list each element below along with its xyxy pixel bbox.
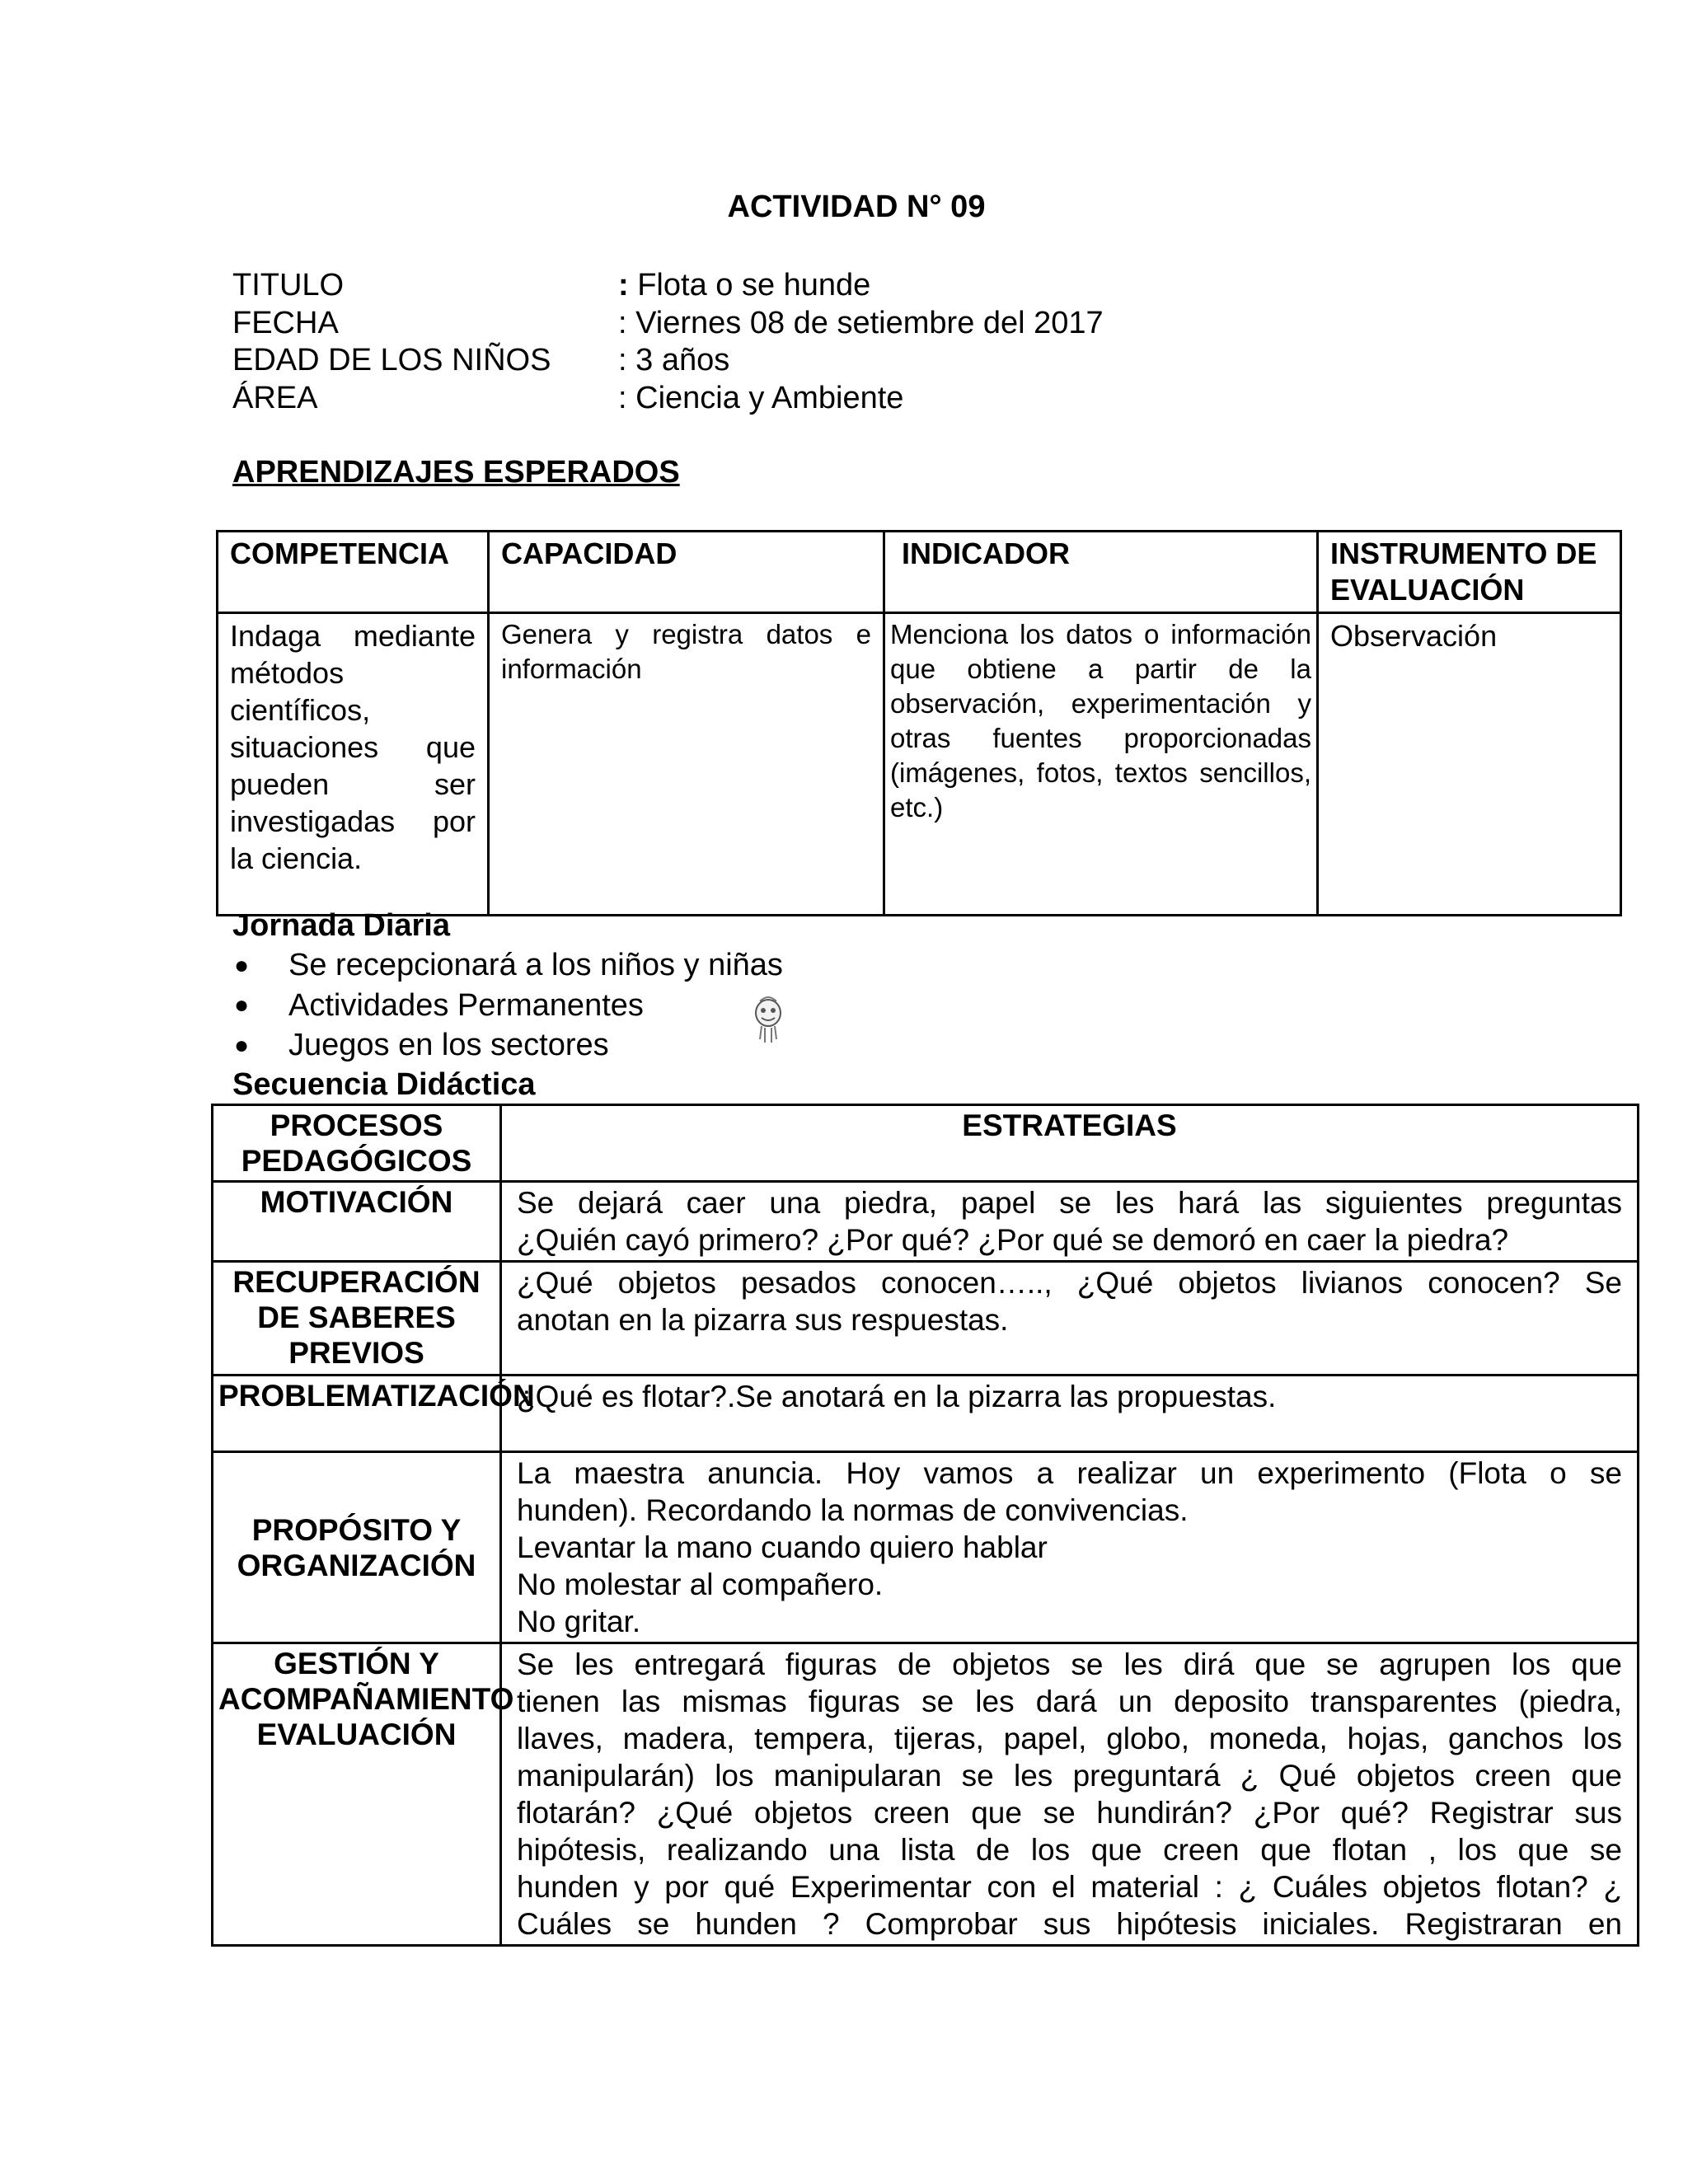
header-indicador: INDICADOR	[884, 532, 1318, 613]
secuencia-table	[211, 1104, 1639, 1947]
cell-instrumento: Observación	[1318, 613, 1621, 916]
bullet-icon: ●	[234, 991, 250, 1019]
header-instrumento: INSTRUMENTO DE EVALUACIÓN	[1318, 532, 1621, 613]
table-row	[213, 1262, 1639, 1376]
header-procesos: PROCESOS PEDAGÓGICOS	[213, 1105, 501, 1182]
table-row	[213, 1376, 1639, 1452]
header-estrategias: ESTRATEGIAS	[501, 1105, 1639, 1182]
process-label: GESTIÓN Y ACOMPAÑAMIENTO EVALUACIÓN	[213, 1643, 501, 1946]
cell-indicador: Menciona los datos o información que obtiene a partir de la observación, experimentación y otras fuentes proporcionadas (imágenes, fotos, textos sencillos, etc.)	[884, 613, 1318, 916]
meta-key: ÁREA	[232, 381, 318, 415]
meta-key: TITULO	[232, 268, 345, 302]
strategy-text: Se dejará caer una piedra, papel se les hará las siguientes preguntas ¿Quién cayó primero? ¿Por qué? ¿Por qué se demoró en caer la piedra?	[501, 1182, 1639, 1262]
meta-value: : 3 años	[618, 343, 730, 377]
table-row	[213, 1182, 1639, 1262]
secuencia-heading: Secuencia Didáctica	[232, 1067, 536, 1102]
jornada-list	[232, 946, 783, 1065]
cell-capacidad: Genera y registra datos e información	[489, 613, 884, 916]
table-row	[213, 1452, 1639, 1643]
jornada-heading: Jornada Diaria	[232, 908, 450, 943]
bullet-icon: ●	[234, 1032, 250, 1059]
list-item: ● Se recepcionará a los niños y niñas	[232, 946, 783, 985]
bullet-icon: ●	[234, 952, 250, 979]
meta-value: : Flota o se hunde	[618, 268, 871, 302]
strategy-text: ¿Qué es flotar?.Se anotará en la pizarra las propuestas.	[501, 1376, 1639, 1452]
table-row	[213, 1643, 1639, 1946]
list-item: ● Juegos en los sectores	[232, 1026, 783, 1065]
strategy-text: Se les entregará figuras de objetos se les dirá que se agrupen los que tienen las mismas figuras se les dará un deposito transparentes (piedra, llaves, madera, tempera, tijeras, papel, globo, moneda, hojas, ganchos los manipularán) los manipularan se les preguntará ¿ Qué objetos creen que flotarán? ¿Qué objetos creen que se hundirán? ¿Por qué? Registrar sus hipótesis, realizando una lista de los que creen que flotan , los que se hunden y por qué Experimentar con el material : ¿ Cuáles objetos flotan? ¿ Cuáles se hunden ? Comprobar sus hipótesis iniciales. Registraran en	[501, 1643, 1639, 1946]
meta-value: : Ciencia y Ambiente	[618, 381, 904, 415]
aprendizajes-table	[216, 530, 1622, 916]
header-capacidad: CAPACIDAD	[489, 532, 884, 613]
strategy-text: ¿Qué objetos pesados conocen….., ¿Qué objetos livianos conocen? Se anotan en la pizarra sus respuestas.	[501, 1262, 1639, 1376]
table-header-row	[213, 1105, 1639, 1182]
meta-key: FECHA	[232, 306, 339, 340]
figure-icon	[752, 991, 785, 1046]
strategy-text: La maestra anuncia. Hoy vamos a realizar un experimento (Flota o se hunden). Recordando la normas de convivencias. Levantar la mano cuando quiero hablar No molestar al compañero. No gritar.	[501, 1452, 1639, 1643]
meta-key: EDAD DE LOS NIÑOS	[232, 343, 551, 377]
process-label: RECUPERACIÓN DE SABERES PREVIOS	[213, 1262, 501, 1376]
header-competencia: COMPETENCIA	[218, 532, 489, 613]
activity-title: ACTIVIDAD N° 09	[727, 190, 986, 224]
aprendizajes-heading: APRENDIZAJES ESPERADOS	[232, 455, 680, 490]
process-label: PROPÓSITO Y ORGANIZACIÓN	[213, 1452, 501, 1643]
table-row	[218, 613, 1621, 916]
table-header-row	[218, 532, 1621, 613]
list-item: ● Actividades Permanentes	[232, 985, 783, 1026]
process-label: PROBLEMATIZACIÓN	[213, 1376, 501, 1452]
meta-value: : Viernes 08 de setiembre del 2017	[618, 306, 1104, 340]
process-label: MOTIVACIÓN	[213, 1182, 501, 1262]
cell-competencia: Indaga mediante métodos científicos, situaciones que pueden ser investigadas por la ciencia.	[218, 613, 489, 916]
